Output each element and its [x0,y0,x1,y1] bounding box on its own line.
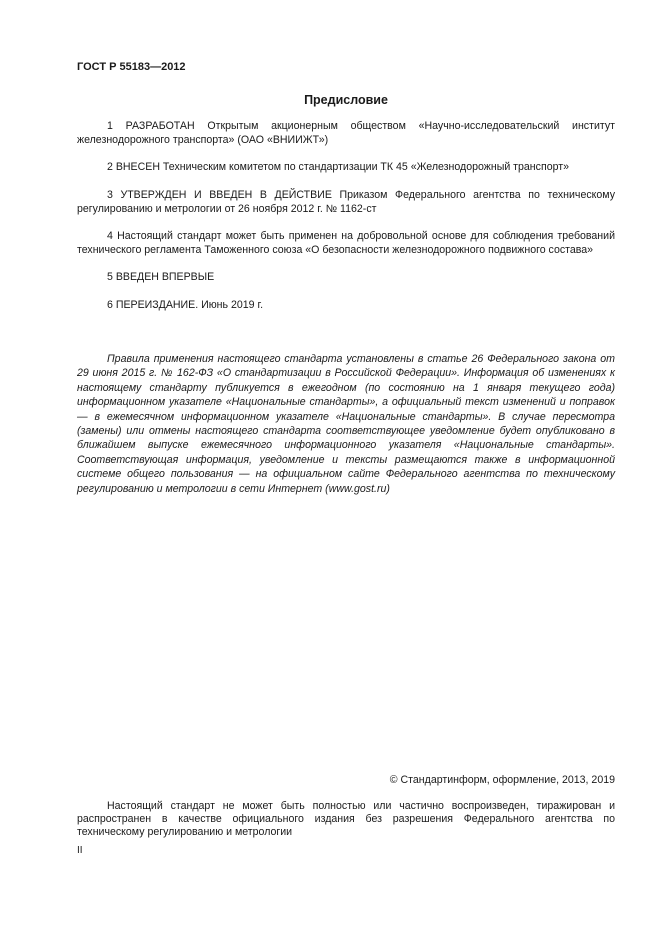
preface-item-2: 2 ВНЕСЕН Техническим комитетом по стандартизации ТК 45 «Железнодорожный транспорт» [107,161,569,174]
preface-item-1: 1 РАЗРАБОТАН Открытым акционерным обществом «Научно-исследовательский институт железнодорожного транспорта» (ОАО «ВНИИЖТ») [77,120,615,147]
preface-item-3: 3 УТВЕРЖДЕН И ВВЕДЕН В ДЕЙСТВИЕ Приказом Федерального агентства по техническому регулированию и метрологии от 26 ноября 2012 г. № 1162-ст [77,188,615,215]
page-number: II [77,845,83,856]
preface-item-4: 4 Настоящий стандарт может быть применен на добровольной основе для соблюдения требований технического регламента Таможенного союза «О безопасности железнодорожного подвижного состава» [77,230,615,257]
preface-content [77,119,615,312]
preface-item-6: 6 ПЕРЕИЗДАНИЕ. Июнь 2019 г. [107,298,264,311]
document-code: ГОСТ Р 55183—2012 [77,61,186,73]
application-rules-notice: Правила применения настоящего стандарта установлены в статье 26 Федерального закона от 29 июня 2015 г. № 162-ФЗ «О стандартизации в Российской Федерации». Информация об изменениях к настоящему стандарту публикуется в ежегодном (по состоянию на 1 января текущего года) информационном указателе «Национальные стандарты», а официальный текст изменений и поправок — в ежемесячном информационном указателе «Национальные стандарты». В случае пересмотра (замены) или отмены настоящего стандарта соответствующее уведомление будет опубликовано в ближайшем выпуске ежемесячного информационного указателя «Национальные стандарты». Соответствующая информация, уведомление и тексты размещаются также в информационной системе общего пользования — на официальном сайте Федерального агентства по техническому регулированию и метрологии в сети Интернет (www.gost.ru) [77,353,615,495]
preface-title: Предисловие [304,93,388,107]
copyright-line: © Стандартинформ, оформление, 2013, 2019 [389,774,615,786]
preface-item-5: 5 ВВЕДЕН ВПЕРВЫЕ [107,271,215,284]
reprint-restriction-notice: Настоящий стандарт не может быть полностью или частично воспроизведен, тиражирован и распространен в качестве официального издания без разрешения Федерального агентства по техническому регулированию и метрологии [77,800,615,839]
